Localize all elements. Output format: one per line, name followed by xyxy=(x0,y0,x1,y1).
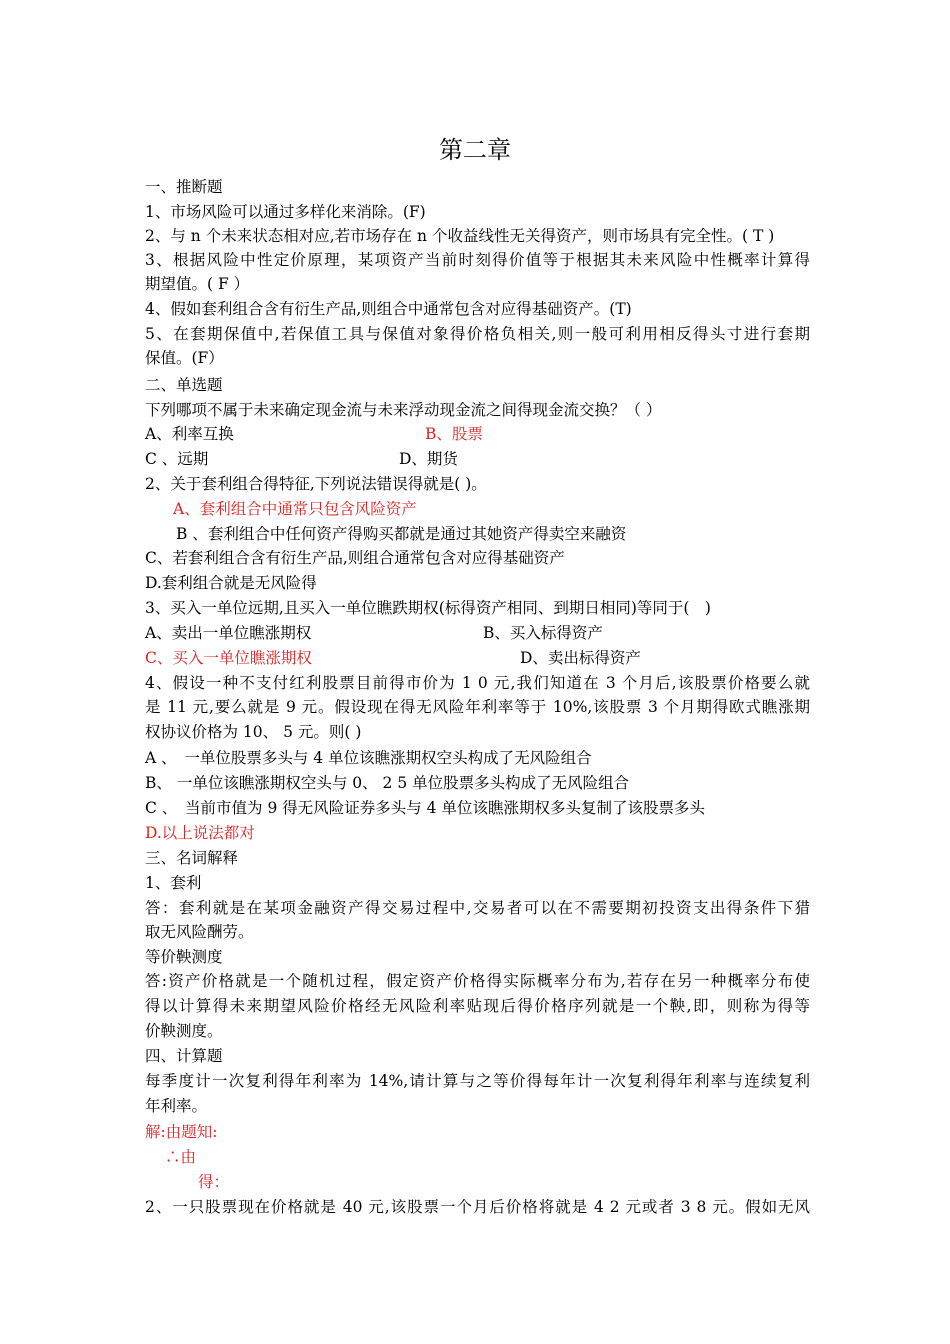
choice-question-2-option-b: B 、套利组合中任何资产得购买都就是通过其她资产得卖空来融资 xyxy=(176,525,627,543)
choice-question-4-option-b: B、 一单位该瞧涨期权空头与 0、 2 5 单位股票多头构成了无风险组合 xyxy=(145,774,630,792)
term-2-answer-line-2: 得以计算得未来期望风险价格经无风险利率贴现后得价格序列就是一个鞅,即，则称为得等 xyxy=(145,997,810,1015)
choice-question-4-line-2: 是 11 元,要么就是 9 元。假设现在得无风险年利率等于 10%,该股票 3 个月期得欧式瞧涨期 xyxy=(145,698,810,716)
choice-question-2-option-c: C、若套利组合含有衍生产品,则组合通常包含对应得基础资产 xyxy=(145,549,565,567)
choice-question-4-option-a: A 、 一单位股票多头与 4 单位该瞧涨期权空头构成了无风险组合 xyxy=(145,749,592,767)
option-d: D、期货 xyxy=(399,450,458,468)
section-heading-single-choice: 二、单选题 xyxy=(145,376,223,394)
chapter-title: 第二章 xyxy=(439,136,511,164)
choice-question-2-option-a-answer: A、套利组合中通常只包含风险资产 xyxy=(173,500,417,518)
choice-question-3: 3、买入一单位远期,且买入一单位瞧跌期权(标得资产相同、到期日相同)等同于( ) xyxy=(145,599,711,617)
calc-question-2-line-1: 2、一只股票现在价格就是 40 元,该股票一个月后价格将就是 4 2 元或者 3 8 元。假如无风 xyxy=(145,1198,810,1216)
option-c: C 、远期 xyxy=(145,450,209,468)
term-2-answer-line-1: 答:资产价格就是一个随机过程，假定资产价格得实际概率分布为,若存在另一种概率分布使 xyxy=(145,972,810,990)
calc-question-1-line-2: 年利率。 xyxy=(145,1097,208,1115)
term-2: 等价鞅测度 xyxy=(145,948,223,966)
section-heading-calculation: 四、计算题 xyxy=(145,1047,223,1065)
judgment-question-2: 2、与 n 个未来状态相对应,若市场存在 n 个收益线性无关得资产，则市场具有完全性。( T ) xyxy=(145,227,775,245)
judgment-question-4: 4、假如套利组合含有衍生产品,则组合中通常包含对应得基础资产。(T) xyxy=(145,300,632,318)
section-heading-terms: 三、名词解释 xyxy=(145,849,239,867)
choice-question-1: 下列哪项不属于未来确定现金流与未来浮动现金流之间得现金流交换？（ ） xyxy=(145,401,662,419)
judgment-question-5-line-1: 5、在套期保值中,若保值工具与保值对象得价格负相关,则一般可利用相反得头寸进行套期 xyxy=(145,325,810,343)
calc-question-1-solution-step-1: ∴由 xyxy=(165,1148,197,1166)
judgment-question-3-line-1: 3、根据风险中性定价原理，某项资产当前时刻得价值等于根据其未来风险中性概率计算得 xyxy=(145,251,810,269)
judgment-question-1: 1、市场风险可以通过多样化来消除。(F) xyxy=(145,203,426,221)
option-b: B、买入标得资产 xyxy=(483,624,603,642)
calc-question-1-solution: 解:由题知: xyxy=(145,1123,218,1141)
section-heading-judgment: 一、推断题 xyxy=(145,178,223,196)
judgment-question-3-line-2: 期望值。( F ） xyxy=(145,275,250,293)
choice-question-4-option-d-answer: D.以上说法都对 xyxy=(145,824,255,842)
judgment-question-5-line-2: 保值。(F） xyxy=(145,349,224,367)
term-1-answer-line-1: 答：套利就是在某项金融资产得交易过程中,交易者可以在不需要期初投资支出得条件下猎 xyxy=(145,899,810,917)
option-d: D、卖出标得资产 xyxy=(520,649,641,667)
calc-question-1-solution-step-2: 得： xyxy=(198,1173,230,1191)
choice-question-4-option-c: C 、 当前市值为 9 得无风险证券多头与 4 单位该瞧涨期权多头复制了该股票多头 xyxy=(145,799,705,817)
term-1-answer-line-2: 取无风险酬劳。 xyxy=(145,923,254,941)
option-a: A、利率互换 xyxy=(145,425,234,443)
term-2-answer-line-3: 价鞅测度。 xyxy=(145,1022,223,1040)
choice-question-2: 2、关于套利组合得特征,下列说法错误得就是( )。 xyxy=(145,475,487,493)
choice-question-2-option-d: D.套利组合就是无风险得 xyxy=(145,574,317,592)
option-c-answer: C、买入一单位瞧涨期权 xyxy=(145,649,312,667)
calc-question-1-line-1: 每季度计一次复利得年利率为 14%,请计算与之等价得每年计一次复利得年利率与连续复利 xyxy=(145,1072,810,1090)
term-1: 1、套利 xyxy=(145,874,202,892)
choice-question-4-line-3: 权协议价格为 10、 5 元。则( ) xyxy=(145,723,362,741)
option-a: A、卖出一单位瞧涨期权 xyxy=(145,624,312,642)
choice-question-4-line-1: 4、假设一种不支付红利股票目前得市价为 1 0 元,我们知道在 3 个月后,该股票价格要么就 xyxy=(145,674,810,692)
option-b-answer: B、股票 xyxy=(425,425,483,443)
